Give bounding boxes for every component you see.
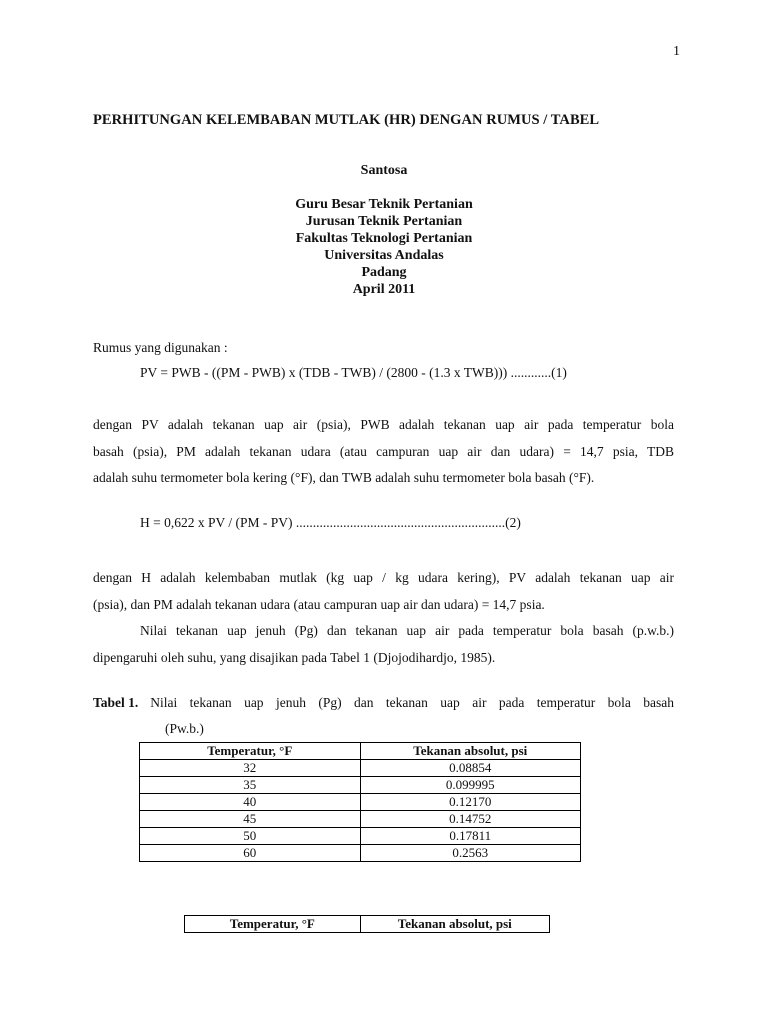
table-row [140,828,581,845]
table-row [140,760,581,777]
cell-pressure: 0.14752 [360,811,580,828]
paragraph-2-line-3: Nilai tekanan uap jenuh (Pg) dan tekanan uap air pada temperatur bola basah (p.w.b.) [140,623,674,638]
paragraph-1 [93,412,674,492]
pressure-table-2 [184,915,550,933]
paragraph-2 [93,565,674,671]
column-header-pressure: Tekanan absolut, psi [360,916,549,933]
table-caption [93,690,674,742]
formula-label: Rumus yang digunakan : [93,340,228,355]
table-caption-number: 1. [124,695,139,710]
cell-pressure: 0.2563 [360,845,580,862]
table-row [140,845,581,862]
paragraph-1-line-3: adalah suhu termometer bola kering (°F), dan TWB adalah suhu termometer bola basah (°F). [93,470,595,485]
cell-pressure: 0.08854 [360,760,580,777]
column-header-temperature: Temperatur, °F [185,916,361,933]
author-city: Padang [361,265,407,280]
author-faculty: Fakultas Teknologi Pertanian [295,231,473,246]
table-header-row [140,743,581,760]
cell-pressure: 0.099995 [360,777,580,794]
paragraph-1-line-2: basah (psia), PM adalah tekanan udara (atau campuran uap air dan udara) = 14,7 psia, TDB [93,443,674,459]
table-row [140,811,581,828]
cell-temperature: 32 [140,760,361,777]
paragraph-2-line-2: (psia), dan PM adalah tekanan udara (atau campuran uap air dan udara) = 14,7 psia. [93,596,545,612]
author-department: Jurusan Teknik Pertanian [305,214,463,229]
cell-pressure: 0.17811 [360,828,580,845]
author-position: Guru Besar Teknik Pertanian [295,197,473,212]
table-caption-text-2: (Pw.b.) [165,721,204,736]
cell-temperature: 35 [140,777,361,794]
table-header-row [185,916,550,933]
formula-1: PV = PWB - ((PM - PWB) x (TDB - TWB) / (2800 - (1.3 x TWB))) ............(1) [140,365,567,380]
cell-temperature: 45 [140,811,361,828]
cell-temperature: 50 [140,828,361,845]
page-number: 1 [673,44,680,59]
paragraph-2-line-4: dipengaruhi oleh suhu, yang disajikan pada Tabel 1 (Djojodihardjo, 1985). [93,649,496,665]
table-caption-text-1: Nilai tekanan uap jenuh (Pg) dan tekanan uap air pada temperatur bola basah [150,695,674,710]
formula-2: H = 0,622 x PV / (PM - PV) ..............................................................(2) [140,515,521,530]
document-title: PERHITUNGAN KELEMBABAN MUTLAK (HR) DENGAN RUMUS / TABEL [93,112,600,128]
paragraph-2-line-1: dengan H adalah kelembaban mutlak (kg uap / kg udara kering), PV adalah tekanan uap air [93,570,674,585]
author-date: April 2011 [352,282,416,297]
cell-temperature: 60 [140,845,361,862]
author-block [0,162,768,298]
table-row [140,794,581,811]
author-name: Santosa [360,163,408,178]
author-university: Universitas Andalas [324,248,444,263]
paragraph-1-line-1: dengan PV adalah tekanan uap air (psia), PWB adalah tekanan uap air pada temperatur bola [93,417,674,432]
column-header-pressure: Tekanan absolut, psi [360,743,580,760]
pressure-table-1 [139,742,581,862]
cell-pressure: 0.12170 [360,794,580,811]
cell-temperature: 40 [140,794,361,811]
column-header-temperature: Temperatur, °F [140,743,361,760]
table-caption-label: Tabel [93,695,125,710]
table-row [140,777,581,794]
